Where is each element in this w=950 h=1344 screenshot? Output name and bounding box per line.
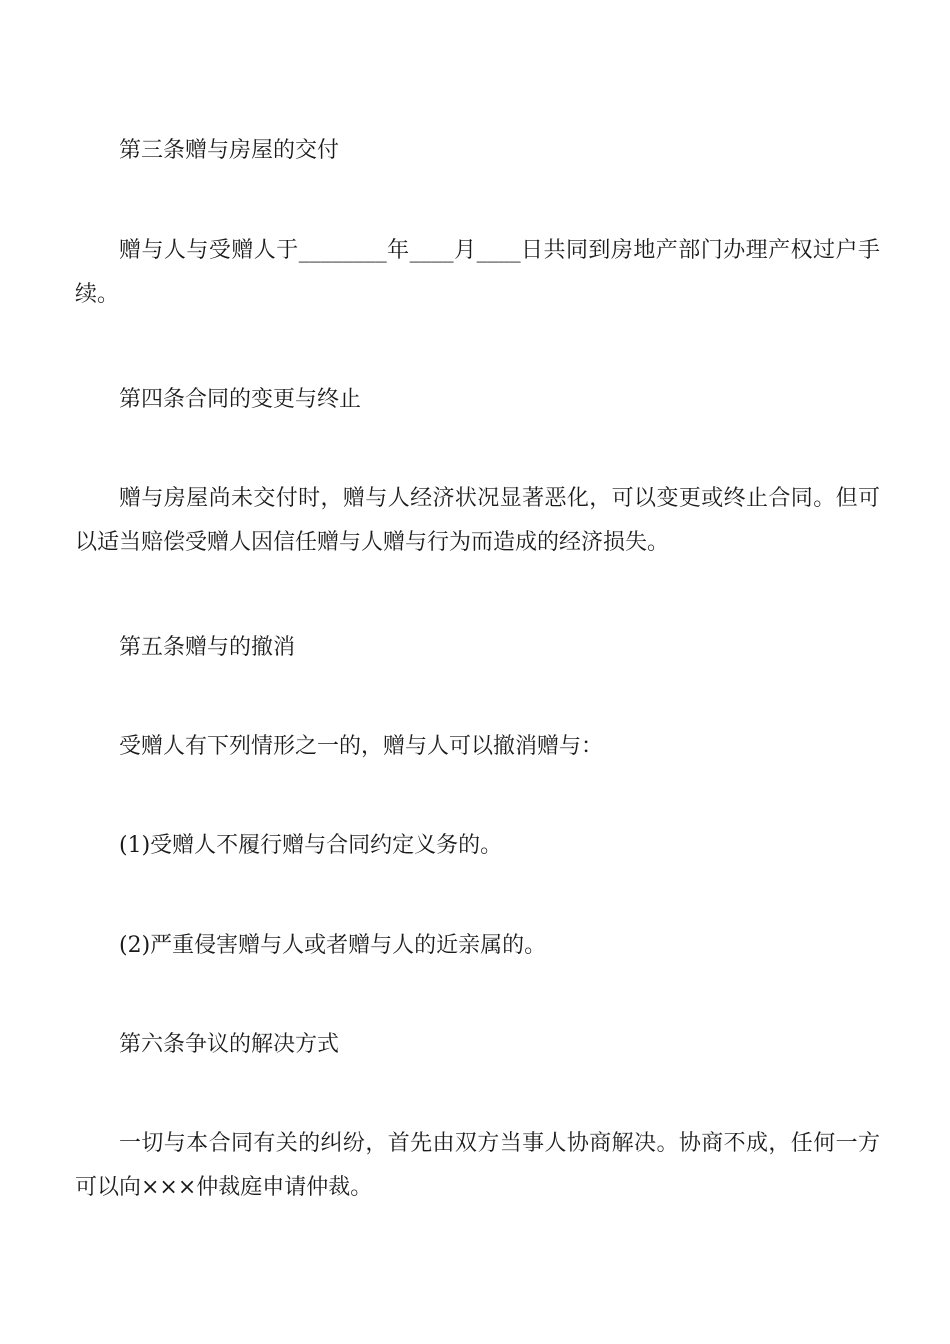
article-5-heading: 第五条赠与的撤消 <box>119 635 296 660</box>
article-5-item-2: (2)严重侵害赠与人或者赠与人的近亲属的。 <box>119 933 547 958</box>
article-6-paragraph: 一切与本合同有关的纠纷，首先由双方当事人协商解决。协商不成，任何一方可以向×××仲裁庭申请仲裁。 <box>75 1131 880 1200</box>
article-3-paragraph: 赠与人与受赠人于________年____月____日共同到房地产部门办理产权过户手续。 <box>75 238 880 307</box>
article-4-paragraph: 赠与房屋尚未交付时，赠与人经济状况显著恶化，可以变更或终止合同。但可以适当赔偿受赠人因信任赠与人赠与行为而造成的经济损失。 <box>75 486 880 555</box>
article-5-item-1: (1)受赠人不履行赠与合同约定义务的。 <box>119 833 503 858</box>
article-5-paragraph: 受赠人有下列情形之一的，赠与人可以撤消赠与： <box>119 734 604 759</box>
article-3-heading: 第三条赠与房屋的交付 <box>119 138 340 163</box>
article-6-heading: 第六条争议的解决方式 <box>119 1032 340 1057</box>
article-4-heading: 第四条合同的变更与终止 <box>119 387 362 412</box>
